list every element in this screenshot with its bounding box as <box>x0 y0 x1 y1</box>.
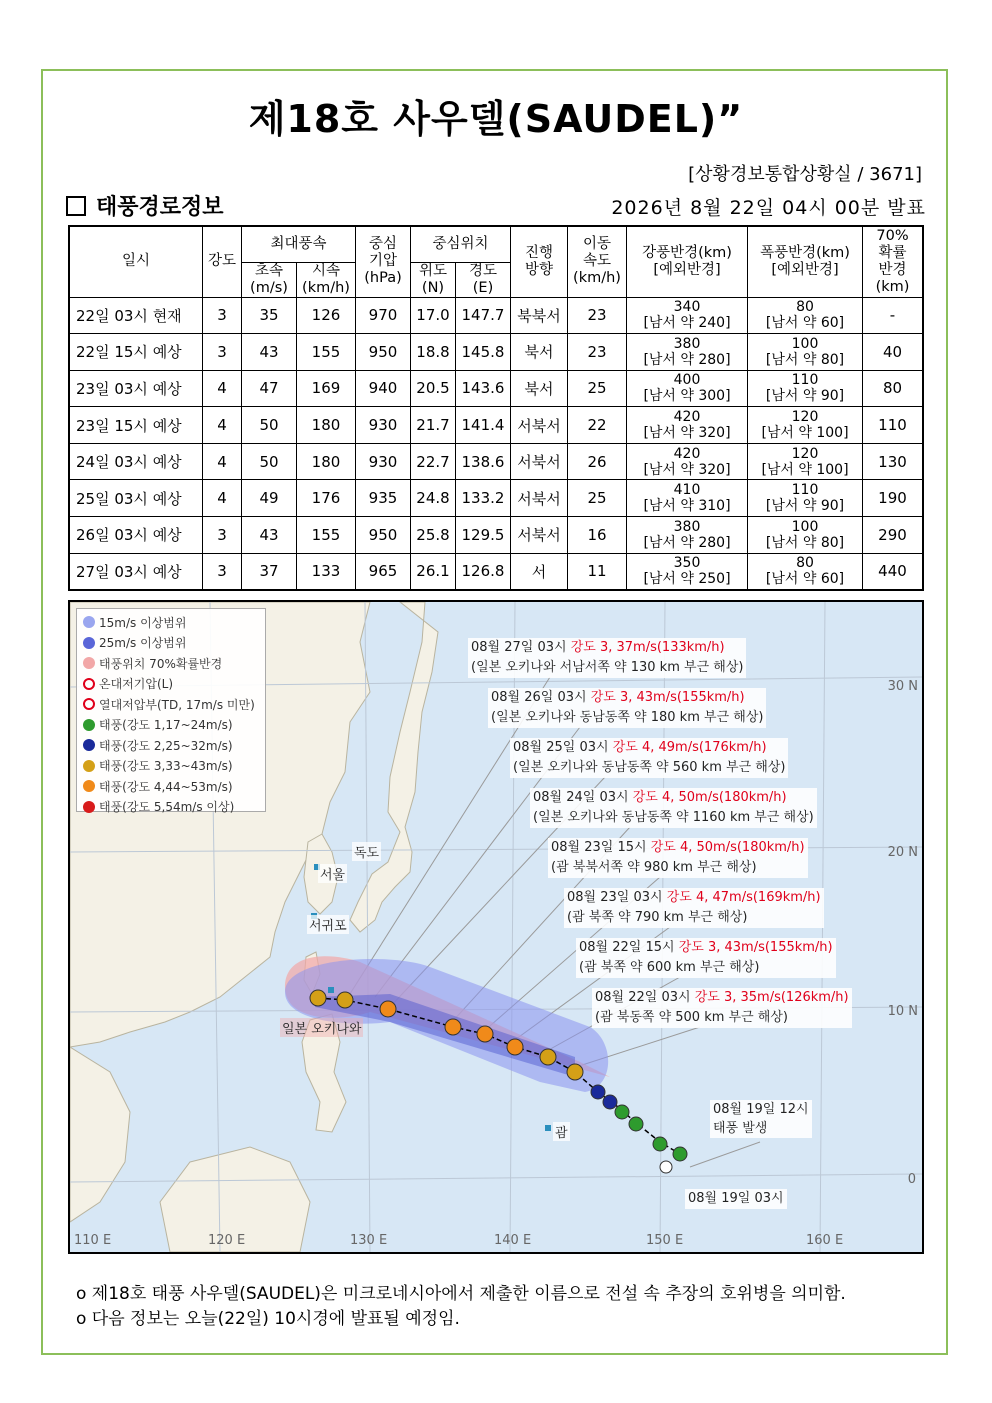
genesis-time: 08월 19일 12시 <box>713 1102 809 1117</box>
legend-symbol-icon <box>83 637 95 649</box>
page-title: 제18호 사우델(SAUDEL)” <box>248 97 744 141</box>
cell-gale-radius <box>627 297 748 334</box>
cell-gale-radius <box>627 407 748 444</box>
cell-direction: 북서 <box>511 334 568 371</box>
cell-storm-radius <box>748 334 863 371</box>
annotation-intensity: 강도 4, 47m/s(169km/h) <box>666 890 821 905</box>
cell-lat: 17.0 <box>411 297 456 334</box>
header-wind-ms: 초속 (m/s) <box>242 262 297 297</box>
cell-lat: 20.5 <box>411 370 456 407</box>
place-seogwipo: 서귀포 <box>307 915 349 934</box>
annotation-time: 08월 24일 03시 <box>533 790 633 805</box>
annotation-intensity: 강도 4, 50m/s(180km/h) <box>650 840 805 855</box>
cell-storm-radius <box>748 297 863 334</box>
legend-label: 태풍(강도 4,44~53m/s) <box>99 779 233 794</box>
legend-item <box>83 797 259 818</box>
cell-wind-ms: 50 <box>242 443 297 480</box>
legend-symbol-icon <box>83 698 95 710</box>
annotation-intensity: 강도 3, 37m/s(133km/h) <box>570 640 725 655</box>
cell-intensity: 4 <box>203 480 242 517</box>
annotation-location: (일본 오키나와 동남동쪽 약 180 km 부근 해상) <box>491 710 764 725</box>
legend-symbol-icon <box>83 657 95 669</box>
cell-lat: 18.8 <box>411 334 456 371</box>
cell-datetime: 25일 03시 예상 <box>69 480 203 517</box>
annotation-time: 08월 26일 03시 <box>491 690 591 705</box>
cell-intensity: 3 <box>203 334 242 371</box>
legend-label: 태풍(강도 5,54m/s 이상) <box>99 800 235 815</box>
cell-speed: 23 <box>568 334 627 371</box>
cell-wind-ms: 47 <box>242 370 297 407</box>
cell-intensity: 4 <box>203 443 242 480</box>
cell-datetime: 22일 03시 현재 <box>69 297 203 334</box>
annotation-location: (일본 오키나와 동남동쪽 약 1160 km 부근 해상) <box>533 810 814 825</box>
cell-direction: 북북서 <box>511 297 568 334</box>
cell-lon: 141.4 <box>456 407 511 444</box>
cell-pressure: 935 <box>356 480 411 517</box>
cell-prob70: 40 <box>863 334 924 371</box>
table-row <box>69 407 923 444</box>
legend-label: 15m/s 이상범위 <box>99 615 187 630</box>
legend-symbol-icon <box>83 801 95 813</box>
cell-storm-radius-exception: [남서 약 60] <box>765 571 845 588</box>
cell-pressure: 950 <box>356 517 411 554</box>
cell-speed: 23 <box>568 297 627 334</box>
legend-item <box>83 612 259 633</box>
cell-gale-radius-value: 340 <box>673 299 701 316</box>
annotation-time: 08월 27일 03시 <box>471 640 571 655</box>
lat-label-0: 0 <box>907 1172 916 1187</box>
marker-22d03h <box>567 1064 583 1080</box>
marker-past-1 <box>591 1085 605 1099</box>
cell-wind-ms: 35 <box>242 297 297 334</box>
cell-speed: 25 <box>568 370 627 407</box>
cell-prob70: - <box>863 297 924 334</box>
cell-gale-radius-exception: [남서 약 250] <box>643 571 731 588</box>
annotation-line1 <box>513 738 785 758</box>
cell-gale-radius-exception: [남서 약 310] <box>643 498 731 515</box>
annotation-intensity: 강도 3, 43m/s(155km/h) <box>590 690 745 705</box>
legend-symbol-icon <box>83 780 95 792</box>
cell-wind-ms: 43 <box>242 517 297 554</box>
cell-speed: 11 <box>568 553 627 590</box>
cell-wind-ms: 37 <box>242 553 297 590</box>
annotation-time: 08월 22일 15시 <box>579 940 679 955</box>
annotation-intensity: 강도 3, 35m/s(126km/h) <box>694 990 849 1005</box>
legend-item <box>83 633 259 654</box>
legend-symbol-icon <box>83 760 95 772</box>
place-dokdo: 독도 <box>352 842 381 861</box>
issued-time: 2026년 8월 22일 04시 00분 발표 <box>611 197 926 219</box>
legend-symbol-icon <box>83 739 95 751</box>
header-prob70: 70% 확률 반경 (km) <box>863 226 924 297</box>
cell-pressure: 940 <box>356 370 411 407</box>
track-map <box>68 600 924 1254</box>
cell-pressure: 965 <box>356 553 411 590</box>
header-pressure: 중심 기압 (hPa) <box>356 226 411 297</box>
marker-23d03h <box>507 1039 523 1055</box>
cell-storm-radius-exception: [남서 약 80] <box>765 534 845 551</box>
cell-datetime: 26일 03시 예상 <box>69 517 203 554</box>
cell-storm-radius-value: 80 <box>796 555 814 572</box>
header-storm-radius: 폭풍반경(km) [예외반경] <box>748 226 863 297</box>
cell-gale-radius-value: 420 <box>673 445 701 462</box>
legend-symbol-icon <box>83 678 95 690</box>
cell-gale-radius-exception: [남서 약 280] <box>643 534 731 551</box>
annotation-location: (괌 북쪽 약 600 km 부근 해상) <box>579 960 760 975</box>
cell-speed: 26 <box>568 443 627 480</box>
cell-prob70: 130 <box>863 443 924 480</box>
cell-prob70: 80 <box>863 370 924 407</box>
cell-lat: 26.1 <box>411 553 456 590</box>
cell-storm-radius-value: 80 <box>796 299 814 316</box>
department-label: [상황경보통합상황실 / 3671] <box>688 164 922 185</box>
cell-speed: 16 <box>568 517 627 554</box>
cell-gale-radius <box>627 553 748 590</box>
annotation-intensity: 강도 3, 43m/s(155km/h) <box>678 940 833 955</box>
legend-label: 25m/s 이상범위 <box>99 636 187 651</box>
cell-storm-radius <box>748 480 863 517</box>
cell-lon: 143.6 <box>456 370 511 407</box>
annotation-line1 <box>551 838 805 858</box>
cell-gale-radius-exception: [남서 약 300] <box>643 388 731 405</box>
cell-wind-ms: 49 <box>242 480 297 517</box>
table-row <box>69 370 923 407</box>
cell-storm-radius-value: 100 <box>791 335 819 352</box>
cell-lon: 126.8 <box>456 553 511 590</box>
header-center: 중심위치 <box>411 226 511 262</box>
table-row <box>69 334 923 371</box>
header-datetime: 일시 <box>69 226 203 297</box>
header-speed: 이동 속도 (km/h) <box>568 226 627 297</box>
legend-item <box>83 776 259 797</box>
cell-direction: 서북서 <box>511 443 568 480</box>
header-lon: 경도 (E) <box>456 262 511 297</box>
table-row <box>69 443 923 480</box>
cell-lon: 133.2 <box>456 480 511 517</box>
cell-storm-radius-exception: [남서 약 80] <box>765 351 845 368</box>
cell-storm-radius-value: 110 <box>791 372 819 389</box>
cell-storm-radius <box>748 407 863 444</box>
annotation-intensity: 강도 4, 49m/s(176km/h) <box>612 740 767 755</box>
cell-intensity: 4 <box>203 407 242 444</box>
cell-storm-radius-exception: [남서 약 60] <box>765 315 845 332</box>
cell-storm-radius <box>748 553 863 590</box>
cell-datetime: 27일 03시 예상 <box>69 553 203 590</box>
cell-gale-radius <box>627 334 748 371</box>
note-1: o 제18호 태풍 사우델(SAUDEL)은 미크로네시아에서 제출한 이름으로 전설 속 추장의 호위병을 의미함. <box>76 1284 846 1304</box>
cell-storm-radius-value: 100 <box>791 518 819 535</box>
cell-intensity: 3 <box>203 297 242 334</box>
cell-prob70: 110 <box>863 407 924 444</box>
cell-direction: 서북서 <box>511 517 568 554</box>
cell-wind-kmh: 155 <box>297 517 356 554</box>
legend-label: 태풍(강도 2,25~32m/s) <box>99 738 233 753</box>
marker-past-2 <box>603 1095 617 1109</box>
cell-gale-radius-exception: [남서 약 280] <box>643 351 731 368</box>
marker-past-3 <box>615 1105 629 1119</box>
marker-22d15h <box>540 1049 556 1065</box>
lat-label-10: 10 N <box>887 1004 918 1019</box>
cell-wind-kmh: 133 <box>297 553 356 590</box>
cell-wind-kmh: 155 <box>297 334 356 371</box>
header-direction: 진행 방향 <box>511 226 568 297</box>
cell-speed: 25 <box>568 480 627 517</box>
lon-label-110: 110 E <box>74 1233 112 1248</box>
track-annotation <box>488 688 766 728</box>
cell-direction: 북서 <box>511 370 568 407</box>
cell-storm-radius-exception: [남서 약 90] <box>765 498 845 515</box>
annotation-time: 08월 22일 03시 <box>595 990 695 1005</box>
cell-wind-ms: 43 <box>242 334 297 371</box>
cell-storm-radius-exception: [남서 약 100] <box>761 461 849 478</box>
cell-prob70: 440 <box>863 553 924 590</box>
cell-intensity: 3 <box>203 517 242 554</box>
annotation-line1 <box>491 688 763 708</box>
legend-label: 태풍(강도 3,33~43m/s) <box>99 759 233 774</box>
cell-gale-radius <box>627 370 748 407</box>
header-intensity: 강도 <box>203 226 242 297</box>
lon-label-140: 140 E <box>494 1233 532 1248</box>
annotation-time: 08월 23일 15시 <box>551 840 651 855</box>
track-annotation <box>564 888 824 928</box>
track-annotation <box>592 988 852 1028</box>
cell-wind-kmh: 180 <box>297 443 356 480</box>
annotation-line1 <box>533 788 814 808</box>
marker-past-5 <box>653 1137 667 1151</box>
cell-lon: 129.5 <box>456 517 511 554</box>
cell-wind-kmh: 126 <box>297 297 356 334</box>
header-gale-radius: 강풍반경(km) [예외반경] <box>627 226 748 297</box>
legend-item <box>83 694 259 715</box>
marker-23d15h <box>477 1026 493 1042</box>
lon-label-160: 160 E <box>806 1233 844 1248</box>
track-annotation <box>468 638 746 678</box>
cell-gale-radius-exception: [남서 약 240] <box>643 315 731 332</box>
marker-24d03h <box>445 1019 461 1035</box>
cell-gale-radius-exception: [남서 약 320] <box>643 461 731 478</box>
annotation-location: (괌 북동쪽 약 500 km 부근 해상) <box>595 1010 788 1025</box>
legend-item <box>83 715 259 736</box>
genesis-label: 태풍 발생 <box>713 1121 768 1136</box>
map-legend <box>76 608 266 815</box>
legend-label: 온대저기압(L) <box>99 677 174 692</box>
cell-storm-radius <box>748 517 863 554</box>
annotation-line1 <box>471 638 743 658</box>
table-row <box>69 480 923 517</box>
track-annotation <box>548 838 808 878</box>
cell-lat: 25.8 <box>411 517 456 554</box>
marker-past-4 <box>629 1117 643 1131</box>
cell-wind-kmh: 169 <box>297 370 356 407</box>
annotation-intensity: 강도 4, 50m/s(180km/h) <box>632 790 787 805</box>
cell-lat: 24.8 <box>411 480 456 517</box>
annotation-location: (괌 북쪽 약 790 km 부근 해상) <box>567 910 748 925</box>
cell-storm-radius-value: 110 <box>791 482 819 499</box>
cell-storm-radius-value: 120 <box>791 445 819 462</box>
lon-label-120: 120 E <box>208 1233 246 1248</box>
legend-label: 태풍(강도 1,17~24m/s) <box>99 718 233 733</box>
legend-item <box>83 756 259 777</box>
genesis-annotation <box>710 1100 812 1138</box>
lat-label-20: 20 N <box>887 845 918 860</box>
legend-item <box>83 674 259 695</box>
cell-datetime: 24일 03시 예상 <box>69 443 203 480</box>
cell-datetime: 23일 15시 예상 <box>69 407 203 444</box>
cell-direction: 서북서 <box>511 480 568 517</box>
origin-annotation: 08월 19일 03시 <box>685 1189 787 1209</box>
table-row <box>69 297 923 334</box>
cell-pressure: 930 <box>356 443 411 480</box>
legend-symbol-icon <box>83 719 95 731</box>
place-seoul: 서울 <box>318 864 347 883</box>
cell-lon: 145.8 <box>456 334 511 371</box>
cell-gale-radius-value: 420 <box>673 409 701 426</box>
cell-pressure: 970 <box>356 297 411 334</box>
cell-prob70: 190 <box>863 480 924 517</box>
section-title: 태풍경로정보 <box>96 195 224 220</box>
cell-intensity: 4 <box>203 370 242 407</box>
cell-pressure: 930 <box>356 407 411 444</box>
header-max-wind: 최대풍속 <box>242 226 356 262</box>
cell-gale-radius-value: 400 <box>673 372 701 389</box>
cell-gale-radius <box>627 443 748 480</box>
cell-gale-radius-exception: [남서 약 320] <box>643 425 731 442</box>
cell-storm-radius <box>748 370 863 407</box>
cell-prob70: 290 <box>863 517 924 554</box>
place-guam: 괌 <box>553 1122 570 1141</box>
marker-past-6 <box>673 1147 687 1161</box>
lat-label-30: 30 N <box>887 679 918 694</box>
header-wind-kmh: 시속 (km/h) <box>297 262 356 297</box>
marker-25d03h <box>380 1001 396 1017</box>
cell-lat: 21.7 <box>411 407 456 444</box>
cell-gale-radius-value: 380 <box>673 518 701 535</box>
cell-gale-radius <box>627 517 748 554</box>
marker-27d03h <box>310 990 326 1006</box>
cell-datetime: 22일 15시 예상 <box>69 334 203 371</box>
legend-item <box>83 653 259 674</box>
cell-wind-kmh: 180 <box>297 407 356 444</box>
cell-pressure: 950 <box>356 334 411 371</box>
typhoon-track-table <box>68 225 924 591</box>
table-row <box>69 553 923 590</box>
cell-gale-radius-value: 380 <box>673 335 701 352</box>
cell-gale-radius <box>627 480 748 517</box>
annotation-location: (일본 오키나와 동남동쪽 약 560 km 부근 해상) <box>513 760 786 775</box>
track-annotation <box>576 938 836 978</box>
cell-direction: 서 <box>511 553 568 590</box>
cell-storm-radius-exception: [남서 약 100] <box>761 425 849 442</box>
cell-lat: 22.7 <box>411 443 456 480</box>
marker-26d03h <box>337 992 353 1008</box>
cell-direction: 서북서 <box>511 407 568 444</box>
place-okinawa: 일본 오키나와 <box>280 1018 363 1037</box>
checkbox-icon <box>66 196 86 216</box>
cell-lon: 138.6 <box>456 443 511 480</box>
vietnam-coast <box>70 1047 130 1222</box>
cell-lon: 147.7 <box>456 297 511 334</box>
legend-item <box>83 735 259 756</box>
cell-gale-radius-value: 410 <box>673 482 701 499</box>
cell-wind-ms: 50 <box>242 407 297 444</box>
annotation-location: (일본 오키나와 서남서쪽 약 130 km 부근 해상) <box>471 660 744 675</box>
annotation-line1 <box>579 938 833 958</box>
cell-storm-radius <box>748 443 863 480</box>
legend-label: 태풍위치 70%확률반경 <box>99 656 223 671</box>
legend-label: 열대저압부(TD, 17m/s 미만) <box>99 697 255 712</box>
note-2: o 다음 정보는 오늘(22일) 10시경에 발표될 예정임. <box>76 1309 460 1329</box>
track-annotation <box>530 788 817 828</box>
annotation-line1 <box>595 988 849 1008</box>
annotation-time: 08월 23일 03시 <box>567 890 667 905</box>
cell-datetime: 23일 03시 예상 <box>69 370 203 407</box>
cell-storm-radius-exception: [남서 약 90] <box>765 388 845 405</box>
table-row <box>69 517 923 554</box>
section-heading <box>66 190 224 221</box>
marker-td-origin <box>660 1161 672 1173</box>
header-lat: 위도 (N) <box>411 262 456 297</box>
cell-intensity: 3 <box>203 553 242 590</box>
notes <box>76 1282 846 1332</box>
cell-wind-kmh: 176 <box>297 480 356 517</box>
legend-symbol-icon <box>83 616 95 628</box>
lon-label-130: 130 E <box>350 1233 388 1248</box>
japan <box>350 602 438 932</box>
lon-label-150: 150 E <box>646 1233 684 1248</box>
cell-speed: 22 <box>568 407 627 444</box>
cell-gale-radius-value: 350 <box>673 555 701 572</box>
cell-storm-radius-value: 120 <box>791 409 819 426</box>
annotation-location: (괌 북북서쪽 약 980 km 부근 해상) <box>551 860 757 875</box>
annotation-line1 <box>567 888 821 908</box>
track-annotation <box>510 738 788 778</box>
annotation-time: 08월 25일 03시 <box>513 740 613 755</box>
